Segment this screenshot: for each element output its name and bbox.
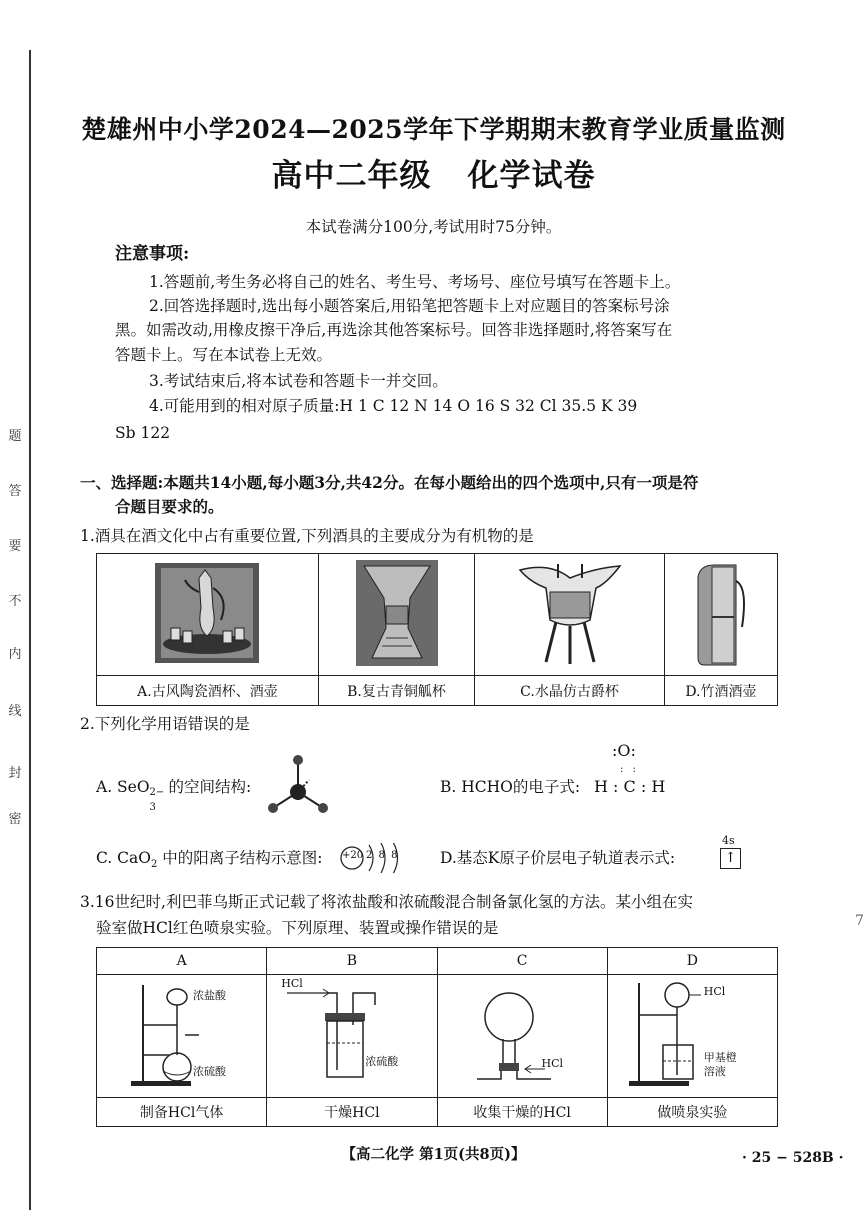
- side-char: 题: [8, 429, 22, 444]
- ion-structure-diagram: [339, 843, 409, 873]
- section-heading: 一、选择题:本题共14小题,每小题3分,共42分。在每小题给出的四个选项中,只有一项是符: [80, 473, 699, 492]
- question-2-option-c: C. CaO$_2$ 中的阳离子结构示意图:: [96, 849, 323, 871]
- label-methyl-orange: 甲基橙: [703, 1051, 737, 1064]
- apparatus-b-caption: 干燥HCl: [267, 1098, 437, 1127]
- paper-code: · 25 − 528B ·: [742, 1150, 844, 1166]
- notice-item: 4.可能用到的相对原子质量:H 1 C 12 N 14 O 16 S 32 Cl 35.5 K 39: [149, 397, 638, 415]
- label-conc-hcl: 浓盐酸: [193, 989, 226, 1002]
- notice-item: 3.考试结束后,将本试卷和答题卡一并交回。: [149, 372, 448, 390]
- question-3-table: [96, 947, 778, 1127]
- side-char: 密: [8, 812, 22, 827]
- side-char: 封: [8, 766, 22, 781]
- exam-subtitle: [0, 150, 867, 195]
- column-header: C: [437, 948, 607, 975]
- option-d-image: [664, 554, 777, 676]
- hcho-formula-top: :O:: [612, 741, 636, 760]
- apparatus-d: [607, 975, 777, 1098]
- column-header: A: [97, 948, 267, 975]
- notice-item: Sb 122: [115, 424, 171, 442]
- exam-title: 楚雄州中小学2024—2025学年下学期期末教育学业质量监测: [81, 115, 786, 144]
- side-char: 答: [8, 484, 22, 499]
- option-b-caption: B.复古青铜觚杯: [318, 676, 474, 706]
- option-c-caption: C.水晶仿古爵杯: [475, 676, 665, 706]
- column-header: B: [267, 948, 437, 975]
- question-2-option-d: D.基态K原子价层电子轨道表示式:: [440, 849, 676, 867]
- option-d-caption: D.竹酒酒壶: [664, 676, 777, 706]
- notice-item: 答题卡上。写在本试卷上无效。: [115, 346, 333, 364]
- grade-label: 高中二年级: [271, 158, 432, 194]
- hcho-formula-main: H : C : H: [594, 777, 666, 796]
- label-hcl-inlet: HCl: [281, 977, 303, 990]
- notice-item: 2.回答选择题时,选出每小题答案后,用铅笔把答题卡上对应题目的答案标号涂: [149, 297, 670, 315]
- notice-item: 1.答题前,考生务必将自己的姓名、考生号、考场号、座位号填写在答题卡上。: [149, 273, 681, 291]
- notice-heading: 注意事项:: [115, 244, 190, 264]
- option-b-image: [318, 554, 474, 676]
- ion-nucleus-label: +20: [342, 850, 364, 861]
- apparatus-a: [97, 975, 267, 1098]
- apparatus-b: [267, 975, 437, 1098]
- label-conc-h2so4: 浓硫酸: [193, 1065, 226, 1078]
- question-1-stem: 1.酒具在酒文化中占有重要位置,下列酒具的主要成分为有机物的是: [80, 527, 534, 545]
- side-char: 线: [8, 704, 22, 719]
- margin-mark: 7: [855, 913, 864, 929]
- option-a-caption: A.古风陶瓷酒杯、酒壶: [97, 676, 319, 706]
- question-3-stem: 验室做HCl红色喷泉实验。下列原理、装置或操作错误的是: [96, 919, 499, 937]
- side-char: 内: [8, 647, 22, 662]
- subject-label: 化学试卷: [467, 158, 596, 194]
- label-hcl-collect: HCl: [541, 1057, 564, 1070]
- label-drying-acid: 浓硫酸: [365, 1055, 399, 1068]
- hcho-electron-dots: : :: [620, 764, 639, 775]
- notice-item: 黑。如需改动,用橡皮擦干净后,再选涂其他答案标号。回答非选择题时,将答案写在: [115, 321, 673, 339]
- ion-shell-electrons: 2 8 8: [366, 850, 398, 861]
- column-header: D: [607, 948, 777, 975]
- label-solution: 溶液: [703, 1065, 726, 1078]
- seo3-structure-diagram: [263, 752, 333, 822]
- apparatus-a-caption: 制备HCl气体: [97, 1098, 267, 1127]
- side-char: 不: [8, 594, 22, 609]
- question-2-option-a: A. SeO 2− 3 的空间结构:: [96, 778, 252, 813]
- apparatus-c-caption: 收集干燥的HCl: [437, 1098, 607, 1127]
- option-a-image: [97, 554, 319, 676]
- page-footer: 【高二化学 第1页(共8页)】: [341, 1146, 526, 1163]
- question-2-option-b: B. HCHO的电子式:: [440, 778, 581, 796]
- question-3-stem: 3.16世纪时,利巴菲乌斯正式记载了将浓盐酸和浓硫酸混合制备氯化氢的方法。某小组在实: [80, 893, 693, 911]
- orbital-box: ↑: [720, 848, 741, 869]
- apparatus-c: [437, 975, 607, 1098]
- question-1-table: [96, 553, 778, 706]
- exam-info: 本试卷满分100分,考试用时75分钟。: [305, 218, 562, 236]
- orbital-label: 4s: [722, 834, 735, 847]
- side-char: 要: [8, 539, 22, 554]
- apparatus-d-caption: 做喷泉实验: [607, 1098, 777, 1127]
- label-hcl-flask: HCl: [703, 985, 726, 998]
- section-heading: 合题目要求的。: [115, 497, 224, 516]
- option-c-image: [475, 554, 665, 676]
- question-2-stem: 2.下列化学用语错误的是: [80, 715, 250, 733]
